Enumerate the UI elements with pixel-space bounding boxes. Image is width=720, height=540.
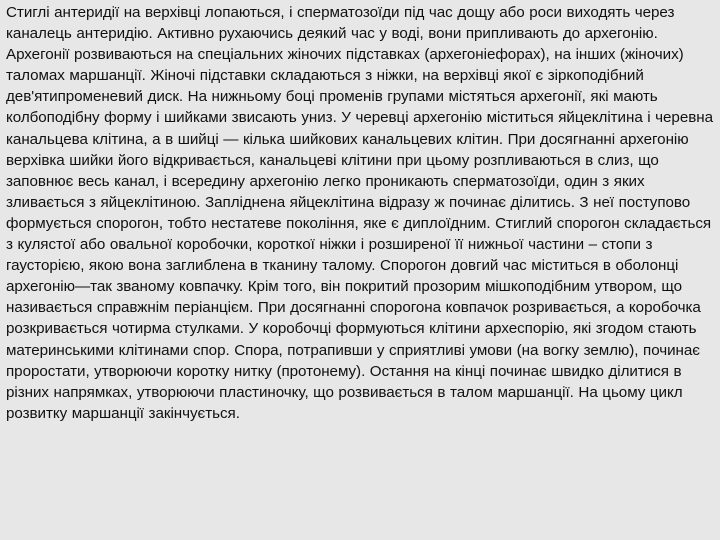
paragraph-archegonia: Архегонії розвиваються на спеціальних жіночих підставках (архегоніефорах), на інших (жіночих) таломах маршанції. Жіночі підставки складаються з ніжки, на верхівці якої є зіркоподібний дев'ятипроменевий диск. На нижньому боці променів групами містяться архегонії, які мають колбоподібну форму і шийками звисають униз. У черевці архегонію міститься яйцеклітина і черевна канальцева клітина, а в шийці — кілька шийкових канальцевих клітин. При досягнанні архегонію верхівка шийки його відкривається, канальцеві клітини при цьому розпливаються в слиз, що заповнює весь канал, і всередину архегонію легко проникають сперматозоїди, один з яких зливається з яйцеклітиною. Запліднена яйцеклітина відразу ж починає ділитись. З неї поступово формується спорогон, тобто нестатеве покоління, яке є диплоїдним. Стиглий спорогон складається з кулястої або овальної коробочки, короткої ніжки і розширеної її нижньої частини – стопи з гаусторією, якою вона заглиблена в тканину таломy. Спорогон довгий час міститься в оболонці архегонію—так званому ковпачку. Крім того, він покритий прозорим мішкоподібним утвором, що називається справжнім періанцієм. При досягнанні спорогона ковпачок розривається, а коробочка розкривається чотирма стулками. У коробочці формуються клітини археспорію, які згодом стають материнськими клітинами спор. Спора, потрапивши у сприятливі умови (на вогку землю), починає проростати, утворюючи коротку нитку (протонему). Остання на кінці починає швидко ділитися в різних напрямках, утворюючи пластиночку, що розвивається в талом маршанції. На цьому цикл розвитку маршанції закінчується. [6, 46, 713, 422]
paragraph-antheridia: Стиглі антеридії на верхівці лопаються, і сперматозоїди під час дощу або роси виходять через каналець антеридію. Активно рухаючись деякий час у воді, вони припливають до архегонію. [6, 4, 675, 43]
